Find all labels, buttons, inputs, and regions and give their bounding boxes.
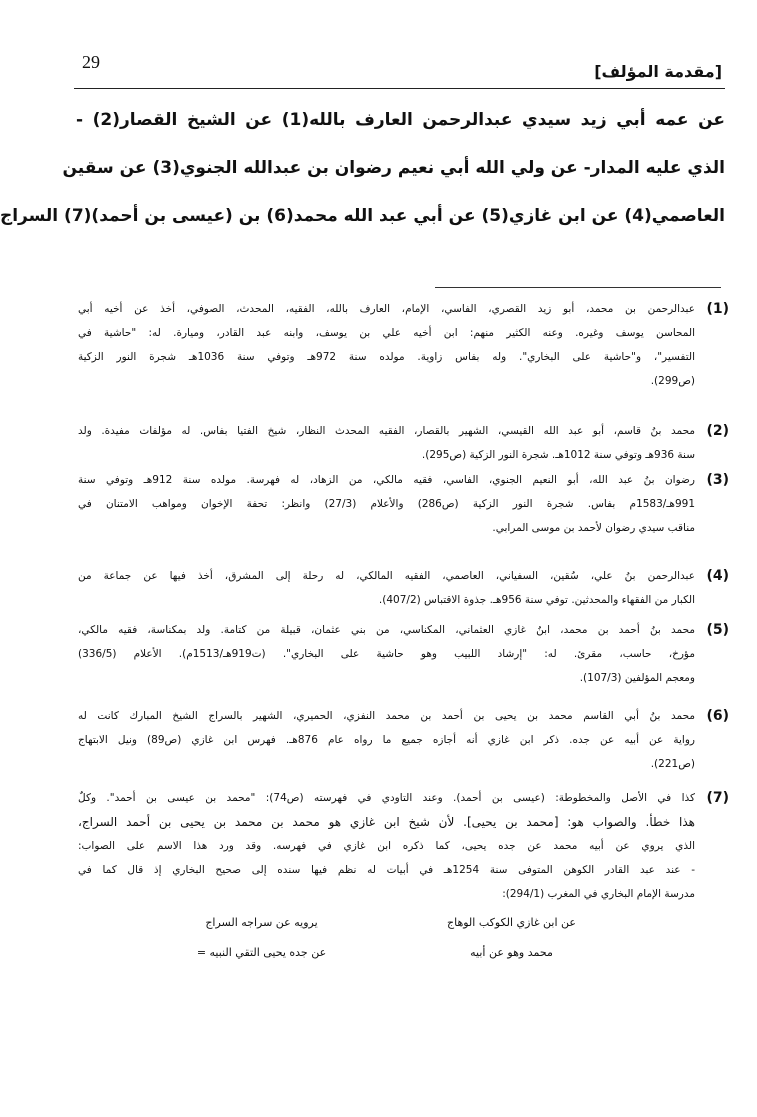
poem-hemistich-first: محمد وهو عن أبيه (470, 946, 553, 959)
footnote-5 (78, 618, 729, 704)
main-text-line: الذي عليه المدار- عن ولي الله أبي نعيم رضوان بن عبدالله الجنوي(3) عن سقين (62, 158, 725, 178)
footnote-line: كذا في الأصل والمخطوطة: (عيسى بن أحمد). وعند التاودي في فهرسته (ص74): "محمد بن عيسى بن أحمد". وكلٌ (78, 792, 695, 804)
footnote-body (78, 468, 695, 540)
footnote-line: مناقب سيدي رضوان لأحمد بن موسى المرابي. (492, 522, 695, 534)
poem-hemistich-first: عن ابن غازي الكوكب الوهاج (447, 916, 576, 929)
footnote-3 (78, 468, 729, 564)
poem-verse (78, 910, 695, 936)
footnote-line: محمد بنُ أبي القاسم محمد بن يحيى بن أحمد بن محمد النفزي، الحميري، الشهير بالسراج الشيخ المبارك كانت له (78, 710, 695, 722)
footnote-number: (7) (706, 790, 729, 806)
footnote-number: (4) (706, 568, 729, 584)
footnote-line: عبدالرحمن بن محمد، أبو زيد القصري، الفاسي، الإمام، العارف بالله، الفقيه، المحدث، الصوفي، أخذ عن أخيه أبي (78, 303, 695, 315)
footnote-4 (78, 564, 729, 618)
poem-gap (357, 940, 417, 966)
footnote-body (78, 618, 695, 690)
main-text-line: العاصمي(4) عن ابن غازي(5) عن أبي عبد الله محمد(6) بن (عيسى بن أحمد)(7) السراج (0, 206, 725, 226)
footnote-7 (78, 786, 729, 966)
poem-hemistich-second: عن جده يحيى التقي النبيه = (196, 946, 327, 959)
footnote-line: الذي يروي عن أبيه محمد عن جده يحيى، كما ذكره ابن غازي في فهرسه. وقد ورد هذا الاسم على الصواب: (78, 840, 695, 852)
main-text-line: عن عمه أبي زيد سيدي عبدالرحمن العارف بالله(1) عن الشيخ القصار(2) - (76, 110, 725, 130)
footnote-line: محمد بنُ قاسم، أبو عبد الله القيسي، الشهير بالقصار، الفقيه المحدث النظار، شيخ الفتيا بفاس. له مؤلفات مفيدة. ولد (78, 425, 695, 437)
footnote-number: (5) (706, 622, 729, 638)
footnote-body (78, 297, 695, 393)
footnote-1 (78, 297, 729, 419)
footnote-number: (3) (706, 472, 729, 488)
poem-gap (357, 910, 417, 936)
footnote-line: رضوان بنُ عبد الله، أبو النعيم الجنوي، الفاسي، فقيه مالكي، من الزهاد، له فهرسة. مولده سنة 912هـ وتوفي سنة (78, 474, 695, 486)
running-head: [مقدمة المؤلف] (594, 62, 722, 81)
footnote-number: (2) (706, 423, 729, 439)
header-rule (74, 88, 725, 89)
footnote-line: (ص299). (650, 375, 695, 387)
main-text (0, 102, 725, 246)
footnote-line: التفسير"، و"حاشية على البخاري". وله بفاس زاوية. مولده سنة 972هـ وتوفي سنة 1036هـ شجرة النور الزكية (78, 351, 695, 363)
footnote-line: مدرسة الإمام البخاري في المغرب (294/1): (502, 888, 695, 900)
footnote-separator (435, 287, 721, 288)
footnote-body (78, 786, 695, 966)
footnote-number: (1) (706, 301, 729, 317)
footnote-body (78, 704, 695, 776)
footnote-line: 991هـ/1583م بفاس. شجرة النور الزكية (ص286) والأعلام (27/3) وانظر: تحفة الإخوان ومواهب الامتنان في (78, 498, 695, 510)
footnote-line: هذا خطأ. والصواب هو: [محمد بن يحيى]. لأن شيخ ابن غازي هو محمد بن محمد بن يحيى بن أحمد السراج، (78, 815, 695, 829)
footnote-line: مؤرخ، حاسب، مقرئ. له: "إرشاد اللبيب وهو حاشية على البخاري". (ت919هـ/1513م). الأعلام (336/5) (78, 648, 695, 660)
footnote-line: (ص221). (650, 758, 695, 770)
footnote-line: الكبار من الفقهاء والمحدثين. توفي سنة 956هـ. جذوة الاقتباس (407/2). (378, 594, 695, 606)
poem-hemistich-second: يرويه عن سراجه السراج (205, 916, 318, 929)
footnote-line: سنة 936هـ وتوفي سنة 1012هـ. شجرة النور الزكية (ص295). (421, 449, 695, 461)
footnote-2 (78, 419, 729, 468)
footnote-6 (78, 704, 729, 786)
footnote-line: محمد بنُ أحمد بن محمد، ابنُ غازي العثماني، المكناسي، من بني عثمان، قبيلة من كتامة. ولد بمكناسة، فقيه مالكي، (78, 624, 695, 636)
footnote-line: المحاسن يوسف وغيره. وعنه الكثير منهم: ابن أخيه علي بن يوسف، وابنه عبد القادر، وميارة. له: "حاشية في (78, 327, 695, 339)
footnotes (78, 297, 729, 966)
footnote-line: ومعجم المؤلفين (107/3). (579, 672, 695, 684)
page-number: 29 (82, 52, 100, 72)
footnote-body (78, 564, 695, 612)
footnote-line: رواية عن أبيه عن جده. ذكر ابن غازي أنه أجازه جميع ما رواه عام 876هـ. فهرس ابن غازي (ص89) ونيل الابتهاج (78, 734, 695, 746)
footnote-number: (6) (706, 708, 729, 724)
footnote-body (78, 419, 695, 467)
footnote-line: عبدالرحمن بنُ علي، سُقين، السفياني، العاصمي، الفقيه المالكي، له رحلة إلى المشرق، أخذ فيها عن جماعة من (78, 570, 695, 582)
poem-verse (78, 940, 695, 966)
footnote-line: - عند عبد القادر الكوهن المتوفى سنة 1254هـ في أبيات له نظم فيها سنده إلى صحيح البخاري إذ قال كما في (78, 864, 695, 876)
